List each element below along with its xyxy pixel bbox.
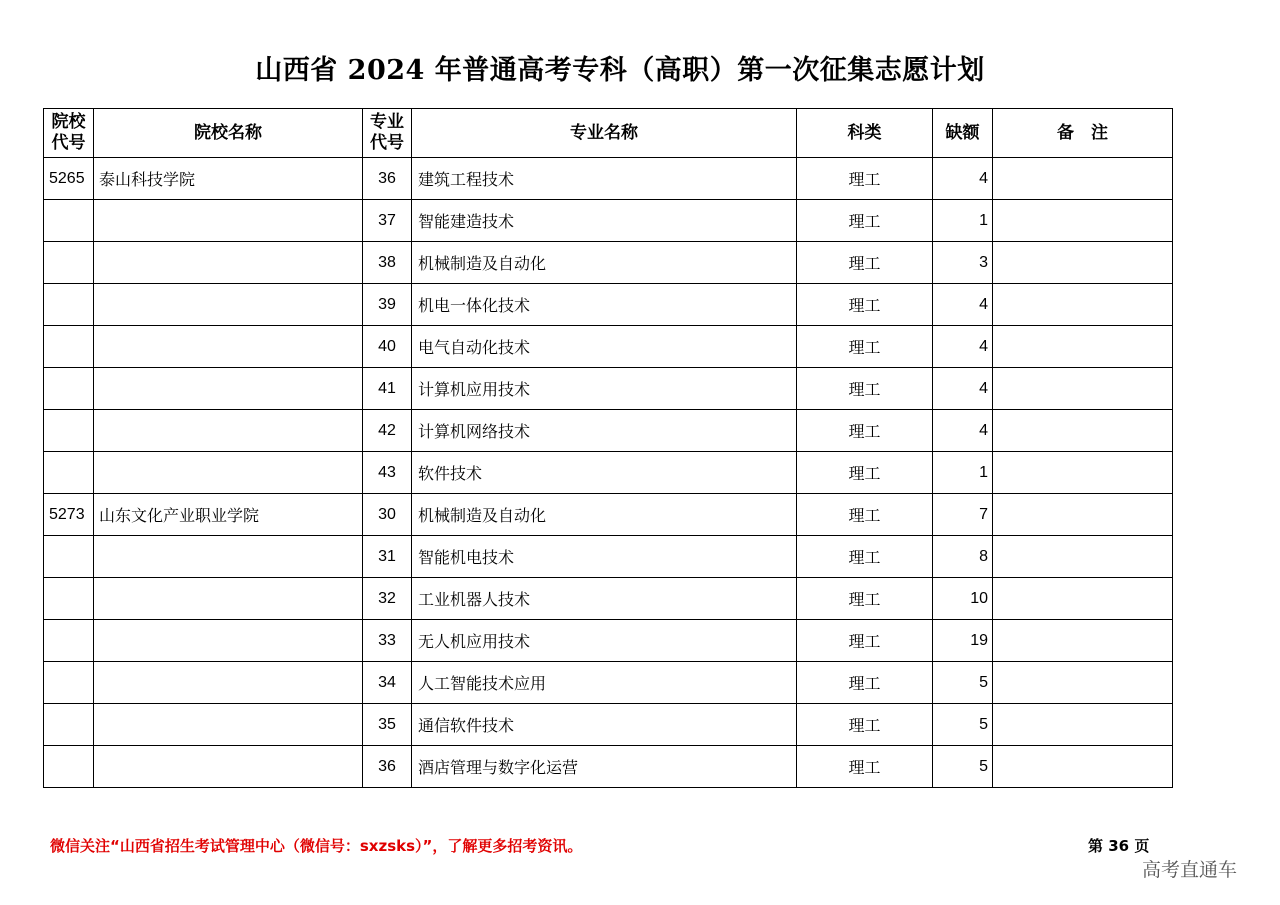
cell-shortage: 19 bbox=[933, 620, 993, 662]
cell-school-code bbox=[44, 368, 94, 410]
cell-remarks bbox=[993, 242, 1173, 284]
cell-category: 理工 bbox=[797, 284, 933, 326]
cell-school-code bbox=[44, 452, 94, 494]
cell-school-name bbox=[94, 284, 363, 326]
table-row bbox=[44, 662, 1173, 704]
header-major-code: 专业代号 bbox=[363, 109, 412, 158]
cell-school-code bbox=[44, 620, 94, 662]
cell-category: 理工 bbox=[797, 158, 933, 200]
cell-remarks bbox=[993, 620, 1173, 662]
cell-remarks bbox=[993, 662, 1173, 704]
cell-major-name: 机电一体化技术 bbox=[412, 284, 797, 326]
header-school-code: 院校代号 bbox=[44, 109, 94, 158]
header-major-name: 专业名称 bbox=[412, 109, 797, 158]
cell-major-name: 智能机电技术 bbox=[412, 536, 797, 578]
cell-major-code: 35 bbox=[363, 704, 412, 746]
cell-major-code: 32 bbox=[363, 578, 412, 620]
cell-major-name: 机械制造及自动化 bbox=[412, 242, 797, 284]
cell-shortage: 7 bbox=[933, 494, 993, 536]
table-row bbox=[44, 284, 1173, 326]
header-shortage: 缺额 bbox=[933, 109, 993, 158]
cell-school-code bbox=[44, 578, 94, 620]
table-row bbox=[44, 410, 1173, 452]
header-category: 科类 bbox=[797, 109, 933, 158]
header-remarks: 备 注 bbox=[993, 109, 1173, 158]
cell-category: 理工 bbox=[797, 494, 933, 536]
cell-category: 理工 bbox=[797, 662, 933, 704]
cell-major-name: 电气自动化技术 bbox=[412, 326, 797, 368]
cell-remarks bbox=[993, 368, 1173, 410]
cell-category: 理工 bbox=[797, 536, 933, 578]
cell-category: 理工 bbox=[797, 410, 933, 452]
cell-shortage: 4 bbox=[933, 368, 993, 410]
cell-shortage: 5 bbox=[933, 662, 993, 704]
cell-shortage: 4 bbox=[933, 410, 993, 452]
table-row bbox=[44, 158, 1173, 200]
cell-shortage: 8 bbox=[933, 536, 993, 578]
cell-school-code bbox=[44, 536, 94, 578]
table-row bbox=[44, 200, 1173, 242]
table-header bbox=[44, 109, 1173, 158]
cell-school-name: 泰山科技学院 bbox=[94, 158, 363, 200]
cell-major-code: 39 bbox=[363, 284, 412, 326]
cell-major-name: 酒店管理与数字化运营 bbox=[412, 746, 797, 788]
cell-school-name bbox=[94, 326, 363, 368]
page-title: 山西省 2024 年普通高考专科（高职）第一次征集志愿计划 bbox=[255, 55, 985, 86]
page-number: 第 36 页 bbox=[1088, 837, 1150, 855]
cell-major-name: 机械制造及自动化 bbox=[412, 494, 797, 536]
cell-category: 理工 bbox=[797, 704, 933, 746]
cell-major-name: 通信软件技术 bbox=[412, 704, 797, 746]
table-row bbox=[44, 704, 1173, 746]
table-row bbox=[44, 326, 1173, 368]
cell-school-name bbox=[94, 620, 363, 662]
cell-remarks bbox=[993, 536, 1173, 578]
cell-category: 理工 bbox=[797, 620, 933, 662]
cell-school-code bbox=[44, 200, 94, 242]
cell-remarks bbox=[993, 704, 1173, 746]
cell-remarks bbox=[993, 284, 1173, 326]
enrollment-plan-table bbox=[43, 108, 1173, 788]
cell-remarks bbox=[993, 200, 1173, 242]
cell-shortage: 3 bbox=[933, 242, 993, 284]
cell-school-code bbox=[44, 662, 94, 704]
cell-school-name bbox=[94, 578, 363, 620]
cell-school-code bbox=[44, 704, 94, 746]
cell-school-name bbox=[94, 704, 363, 746]
cell-major-code: 38 bbox=[363, 242, 412, 284]
cell-school-code bbox=[44, 242, 94, 284]
table-row bbox=[44, 242, 1173, 284]
cell-school-code bbox=[44, 746, 94, 788]
cell-school-code: 5273 bbox=[44, 494, 94, 536]
cell-remarks bbox=[993, 578, 1173, 620]
cell-major-name: 智能建造技术 bbox=[412, 200, 797, 242]
cell-shortage: 4 bbox=[933, 158, 993, 200]
cell-major-code: 34 bbox=[363, 662, 412, 704]
cell-remarks bbox=[993, 452, 1173, 494]
table-row bbox=[44, 578, 1173, 620]
cell-major-name: 计算机网络技术 bbox=[412, 410, 797, 452]
cell-major-name: 工业机器人技术 bbox=[412, 578, 797, 620]
cell-school-name: 山东文化产业职业学院 bbox=[94, 494, 363, 536]
cell-shortage: 1 bbox=[933, 452, 993, 494]
cell-remarks bbox=[993, 326, 1173, 368]
table-row bbox=[44, 620, 1173, 662]
cell-school-name bbox=[94, 746, 363, 788]
header-school-name: 院校名称 bbox=[94, 109, 363, 158]
cell-major-code: 42 bbox=[363, 410, 412, 452]
cell-school-name bbox=[94, 410, 363, 452]
cell-shortage: 5 bbox=[933, 704, 993, 746]
cell-category: 理工 bbox=[797, 242, 933, 284]
cell-category: 理工 bbox=[797, 578, 933, 620]
wechat-follow-note: 微信关注“山西省招生考试管理中心（微信号：sxzsks）”，了解更多招考资讯。 bbox=[50, 837, 583, 855]
cell-school-name bbox=[94, 536, 363, 578]
cell-category: 理工 bbox=[797, 326, 933, 368]
cell-category: 理工 bbox=[797, 200, 933, 242]
table-row bbox=[44, 452, 1173, 494]
cell-major-code: 36 bbox=[363, 158, 412, 200]
cell-remarks bbox=[993, 746, 1173, 788]
table-row bbox=[44, 536, 1173, 578]
cell-remarks bbox=[993, 494, 1173, 536]
cell-shortage: 1 bbox=[933, 200, 993, 242]
table-row bbox=[44, 494, 1173, 536]
cell-school-code bbox=[44, 326, 94, 368]
cell-school-name bbox=[94, 368, 363, 410]
table-body bbox=[44, 158, 1173, 788]
cell-major-name: 计算机应用技术 bbox=[412, 368, 797, 410]
cell-school-name bbox=[94, 242, 363, 284]
cell-major-code: 36 bbox=[363, 746, 412, 788]
cell-shortage: 5 bbox=[933, 746, 993, 788]
cell-major-code: 40 bbox=[363, 326, 412, 368]
cell-major-code: 33 bbox=[363, 620, 412, 662]
cell-category: 理工 bbox=[797, 746, 933, 788]
cell-school-name bbox=[94, 662, 363, 704]
cell-school-code: 5265 bbox=[44, 158, 94, 200]
cell-major-code: 31 bbox=[363, 536, 412, 578]
cell-school-name bbox=[94, 200, 363, 242]
cell-shortage: 4 bbox=[933, 326, 993, 368]
cell-major-code: 30 bbox=[363, 494, 412, 536]
cell-shortage: 4 bbox=[933, 284, 993, 326]
cell-school-name bbox=[94, 452, 363, 494]
table-row bbox=[44, 746, 1173, 788]
cell-major-name: 软件技术 bbox=[412, 452, 797, 494]
cell-major-name: 人工智能技术应用 bbox=[412, 662, 797, 704]
cell-major-name: 建筑工程技术 bbox=[412, 158, 797, 200]
cell-major-code: 37 bbox=[363, 200, 412, 242]
watermark-text: 高考直通车 bbox=[1142, 859, 1238, 881]
table-row bbox=[44, 368, 1173, 410]
cell-school-code bbox=[44, 284, 94, 326]
cell-category: 理工 bbox=[797, 452, 933, 494]
cell-shortage: 10 bbox=[933, 578, 993, 620]
cell-category: 理工 bbox=[797, 368, 933, 410]
cell-remarks bbox=[993, 158, 1173, 200]
cell-major-name: 无人机应用技术 bbox=[412, 620, 797, 662]
cell-remarks bbox=[993, 410, 1173, 452]
cell-school-code bbox=[44, 410, 94, 452]
cell-major-code: 43 bbox=[363, 452, 412, 494]
cell-major-code: 41 bbox=[363, 368, 412, 410]
